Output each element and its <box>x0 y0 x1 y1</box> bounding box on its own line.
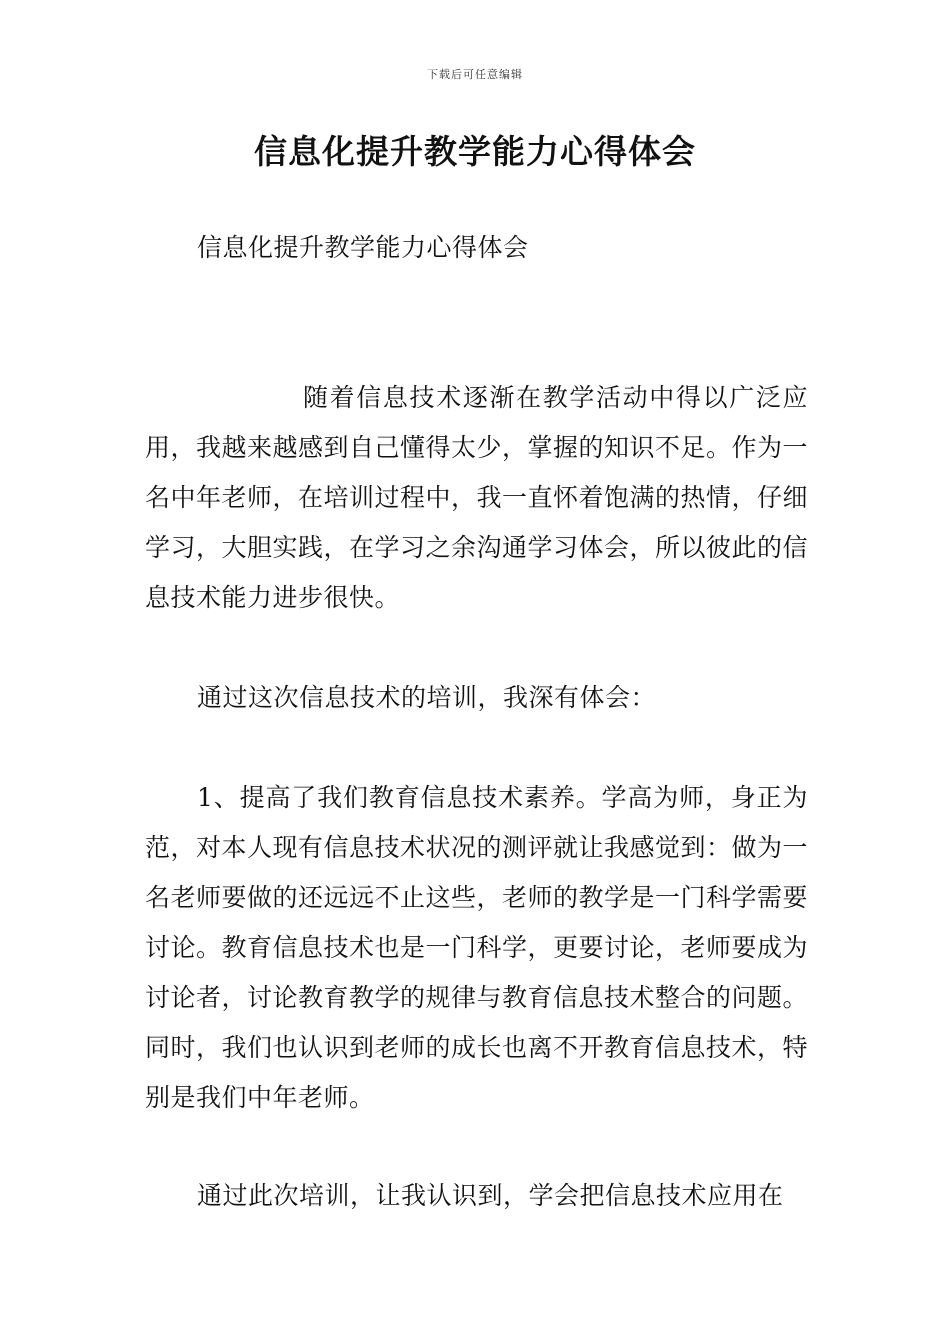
document-title: 信息化提升教学能力心得体会 <box>254 132 696 171</box>
body-paragraph-point-1: 1、提高了我们教育信息技术素养。学高为师，身正为范，对本人现有信息技术状况的测评就让我感觉到：做为一名老师要做的还远远不止这些，老师的教学是一门科学需要讨论。教育信息技术也是一门科学，更要讨论，老师要成为讨论者，讨论教育教学的规律与教育信息技术整合的问题。同时，我们也认识到老师的成长也离不开教育信息技术，特别是我们中年老师。 <box>145 783 809 1112</box>
body-paragraph-continued: 通过此次培训，让我认识到，学会把信息技术应用在 <box>197 1181 784 1210</box>
body-paragraph-experience: 通过这次信息技术的培训，我深有体会： <box>197 683 657 712</box>
header-note: 下载后可任意编辑 <box>427 68 523 81</box>
body-paragraph-intro: 随着信息技术逐渐在教学活动中得以广泛应用，我越来越感到自己懂得太少，掌握的知识不足。作为一名中年老师，在培训过程中，我一直怀着饱满的热情，仔细学习，大胆实践，在学习之余沟通学习体会，所以彼此的信息技术能力进步很快。 <box>145 383 809 612</box>
subtitle-paragraph: 信息化提升教学能力心得体会 <box>197 233 529 262</box>
